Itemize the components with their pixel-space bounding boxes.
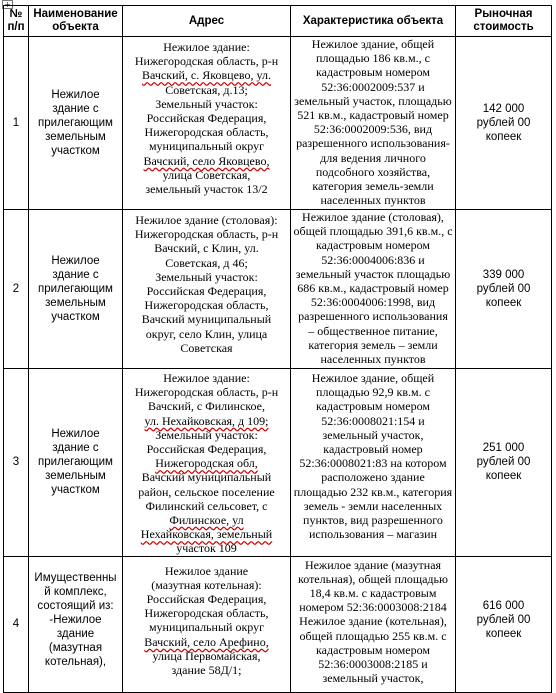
name-line: -Нежилое: [49, 613, 102, 626]
address-line: Нижегородская область,: [144, 125, 269, 140]
header-name-line: Наименование: [33, 8, 118, 20]
row-num: 2: [12, 283, 20, 295]
characteristic-line: 52:36:0008021:83 на котором: [299, 456, 447, 471]
address-line: муниципальный округ: [148, 620, 265, 635]
row-num: 4: [12, 618, 20, 631]
characteristic-line: Нежилое здание (мазутная: [304, 557, 442, 572]
characteristic-line: использования – магазин: [308, 527, 437, 542]
header-num-line: п/п: [7, 21, 25, 33]
characteristic-line: площадью 186 кв.м., с: [316, 51, 430, 66]
property-table: [3, 5, 552, 693]
characteristic-line: 52:36:0002009:536, вид: [313, 122, 433, 137]
address-line: Вачский муниципальный: [141, 470, 272, 485]
table-row: [4, 210, 552, 369]
characteristic-line: для ведения личного: [320, 150, 426, 165]
name-line: прилегающим: [38, 283, 113, 295]
name-line: участком: [51, 311, 100, 323]
address-line: Земельный участок:: [155, 427, 258, 442]
header-address: [123, 6, 291, 37]
characteristic-line: категория земель-земли: [312, 179, 434, 194]
characteristic-line: кадастровый номер: [323, 442, 423, 457]
price-line: рублей 00: [476, 117, 531, 129]
address-line: здание 58Д/1;: [171, 663, 242, 678]
characteristic-line: кадастровым номером: [316, 238, 430, 253]
address-line: Нижегородская область, р-н: [134, 385, 279, 400]
row-num-cell: [4, 556, 29, 692]
price-line: 251 000: [482, 442, 525, 455]
row-price-cell: [456, 556, 552, 692]
row-num-cell: [4, 210, 29, 369]
characteristic-line: 52:36:0002009:537 и: [321, 79, 425, 94]
name-line: Нежилое: [51, 89, 100, 101]
name-line: Нежилое: [51, 428, 100, 441]
address-line: Вачский, с. Яковцево, ул.: [142, 68, 271, 83]
characteristic-line: 52:36:0004006:1998, вид: [310, 295, 436, 310]
row-name-cell: [29, 210, 123, 369]
address-line: (мазутная котельная):: [151, 577, 262, 592]
row-address-cell: [123, 37, 291, 210]
characteristic-line: номером 52:36:0003008:2184: [299, 600, 447, 615]
row-characteristic-cell: [291, 210, 456, 369]
header-address-line: Адрес: [188, 14, 225, 27]
price-line: 142 000: [482, 103, 525, 115]
name-line: земельным: [45, 131, 106, 143]
address-line: Советская, д 46;: [165, 255, 248, 270]
price-line: рублей 00: [476, 456, 531, 469]
table-row: [4, 37, 552, 210]
table-move-handle-icon[interactable]: +: [2, 0, 13, 9]
name-line: здание: [56, 627, 95, 640]
price-line: копеек: [485, 297, 522, 309]
price-line: рублей 00: [476, 283, 531, 295]
price-line: копеек: [485, 470, 522, 483]
address-line: Нижегородская область,: [144, 606, 269, 621]
row-num-cell: [4, 37, 29, 210]
address-line: Нижегородская обл,: [155, 456, 258, 471]
row-num: 3: [12, 456, 20, 469]
header-name: [29, 6, 123, 37]
characteristic-line: – общественное питание,: [308, 323, 438, 338]
address-line: округ, село Клин, улица: [145, 326, 268, 341]
header-price-line: стоимость: [473, 21, 534, 33]
price-line: копеек: [485, 131, 522, 143]
address-line: Нижегородская область,: [144, 298, 269, 313]
characteristic-line: земельный участок,: [322, 671, 424, 686]
characteristic-line: 52:36:0004006:836 и: [321, 252, 425, 267]
address-line: Российская Федерация,: [146, 592, 267, 607]
address-line: Нехайковская, земельный: [140, 527, 273, 542]
row-num-cell: [4, 369, 29, 557]
characteristic-line: категория земель – земли: [308, 337, 438, 352]
characteristic-line: Нежилое здание (котельная),: [299, 614, 447, 629]
price-line: 339 000: [482, 269, 525, 281]
name-line: земельным: [45, 297, 106, 309]
address-line: улица Первомайская,: [152, 648, 261, 663]
row-name-cell: [29, 369, 123, 557]
name-line: (мазутная: [48, 641, 103, 654]
address-line: Филинский сельсовет, с: [145, 498, 268, 513]
price-line: рублей 00: [476, 613, 531, 626]
characteristic-line: площадью 232 кв.м., категория: [293, 484, 453, 499]
address-line: Вачский, село Яковцево,: [143, 153, 270, 168]
address-line: Советская: [180, 340, 233, 355]
table-row: [4, 369, 552, 557]
characteristic-line: 521 кв.м., кадастровый номер: [297, 108, 449, 123]
name-line: здание с: [52, 269, 99, 281]
characteristic-line: земельный участок площадью: [295, 266, 451, 281]
characteristic-line: подсобного хозяйства,: [315, 164, 431, 179]
row-address-cell: [123, 369, 291, 557]
header-name-line: объекта: [52, 21, 99, 33]
row-characteristic-cell: [291, 556, 456, 692]
name-line: земельным: [45, 470, 106, 483]
address-line: Нежилое здание (столовая):: [135, 213, 278, 227]
address-line: Российская Федерация,: [146, 111, 267, 126]
characteristic-line: кадастровым номером: [316, 642, 430, 657]
row-characteristic-cell: [291, 37, 456, 210]
header-row: [4, 6, 552, 37]
characteristic-line: кадастровым номером: [316, 399, 430, 414]
characteristic-line: общей площадью 255 кв.м. с: [299, 628, 447, 643]
characteristic-line: земель - земли населенных: [303, 498, 443, 513]
name-line: здание с: [52, 103, 99, 115]
characteristic-line: земельный участок,: [322, 427, 424, 442]
row-price-cell: [456, 369, 552, 557]
address-line: земельный участок 13/2: [145, 182, 268, 197]
characteristic-line: 18,4 кв.м. с кадастровым: [309, 586, 437, 601]
header-characteristic: [291, 6, 456, 37]
address-line: Нежилое здание:: [163, 371, 250, 385]
address-line: Нежилое здание: [164, 563, 249, 578]
table-row: [4, 556, 552, 692]
header-num: [4, 6, 29, 37]
price-line: 616 000: [482, 599, 525, 612]
address-line: Нежилое здание:: [163, 40, 250, 54]
row-address-cell: [123, 210, 291, 369]
characteristic-line: 52:36:0008021:154 и: [321, 413, 425, 428]
name-line: состоящий из:: [37, 599, 114, 612]
name-line: й комплекс,: [44, 585, 107, 598]
address-line: район, сельское поселение: [138, 484, 275, 499]
characteristic-line: общей площадью 391,6 кв.м., с: [293, 224, 453, 239]
row-characteristic-cell: [291, 369, 456, 557]
address-line: Филинское, ул: [169, 513, 244, 528]
header-price: [456, 6, 552, 37]
address-line: Вачский, село Арефино,: [144, 634, 269, 649]
address-line: муниципальный округ: [148, 139, 265, 154]
name-line: участком: [51, 145, 100, 157]
characteristic-line: котельная), общей площадью: [298, 571, 448, 586]
header-price-line: Рыночная: [474, 8, 533, 20]
name-line: участком: [51, 484, 100, 497]
name-line: Имущественны: [34, 571, 117, 584]
row-name-cell: [29, 556, 123, 692]
name-line: прилегающим: [38, 117, 113, 129]
price-line: копеек: [485, 627, 522, 640]
characteristic-line: разрешенного использования-: [296, 136, 450, 151]
name-line: здание с: [52, 442, 99, 455]
address-line: Земельный участок:: [155, 269, 258, 284]
characteristic-line: разрешенного использования: [298, 309, 448, 324]
characteristic-line: расположено здание: [321, 470, 425, 485]
characteristic-line: 52:36:0003008:2185 и: [318, 657, 428, 672]
row-name-cell: [29, 37, 123, 210]
address-line: участок 109: [176, 541, 237, 556]
address-line: Российская Федерация,: [146, 442, 267, 457]
address-line: Российская Федерация,: [146, 284, 267, 299]
characteristic-line: Нежилое здание (столовая),: [302, 210, 444, 224]
address-line: Земельный участок:: [155, 96, 258, 111]
characteristic-line: земельный участок, площадью: [294, 93, 452, 108]
characteristic-line: Нежилое здание, общей: [311, 371, 435, 385]
name-line: котельная),: [44, 655, 107, 668]
characteristic-line: Нежилое здание, общей: [311, 37, 435, 51]
address-line: Вачский, с Филинское,: [148, 399, 265, 414]
name-line: Нежилое: [51, 255, 100, 267]
characteristic-line: населенных пунктов: [320, 352, 426, 367]
characteristic-line: площадью 92,9 кв.м. с: [316, 385, 430, 400]
address-line: Нижегородская область, р-н: [134, 54, 279, 69]
header-characteristic-line: Характеристика объекта: [302, 14, 444, 27]
row-address-cell: [123, 556, 291, 692]
row-price-cell: [456, 210, 552, 369]
address-line: Вачский, с Клин, ул.: [154, 241, 259, 256]
characteristic-line: пунктов, вид разрешенного: [303, 513, 443, 528]
row-num: 1: [12, 117, 20, 129]
header-num-line: №: [9, 8, 23, 20]
characteristic-line: 686 кв.м., кадастровый номер: [297, 281, 449, 296]
name-line: прилегающим: [38, 456, 113, 469]
address-line: Вачский муниципальный: [141, 312, 272, 327]
row-price-cell: [456, 37, 552, 210]
address-line: улица Советская,: [162, 167, 251, 182]
address-line: Нижегородская область, р-н: [134, 227, 279, 242]
characteristic-line: населенных пунктов: [320, 193, 426, 208]
address-line: ул. Нехайковская, д 109;: [144, 413, 269, 428]
address-line: Советская, д.13;: [165, 82, 248, 97]
characteristic-line: кадастровым номером: [316, 65, 430, 80]
